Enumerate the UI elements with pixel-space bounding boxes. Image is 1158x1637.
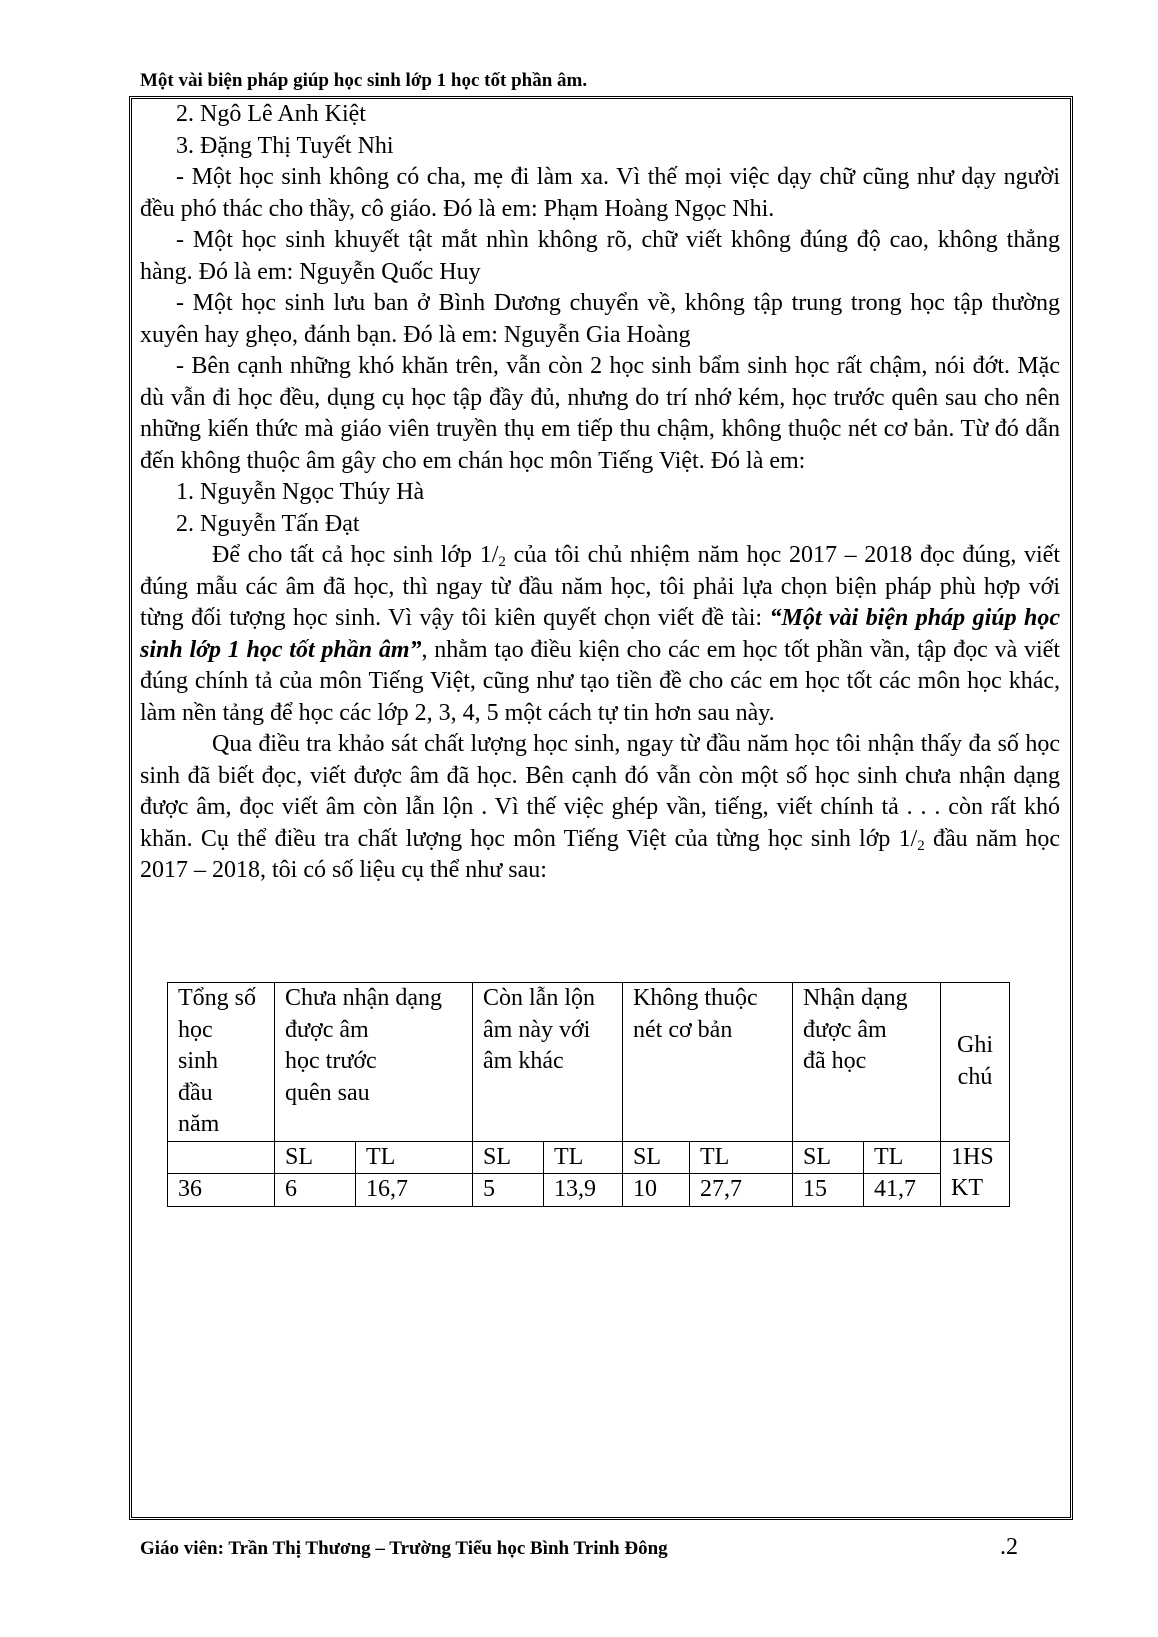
page-header: Một vài biện pháp giúp học sinh lớp 1 học tốt phần âm.: [140, 70, 588, 91]
paragraph: - Bên cạnh những khó khăn trên, vẫn còn 2 học sinh bẩm sinh học rất chậm, nói đớt. Mặc dù vẫn đi học đều, dụng cụ học tập đầy đủ, nhưng do trí nhớ kém, học trước quên sau cho nên những kiến thức mà giáo viên truyền thụ em tiếp thu chậm, không thuộc nét cơ bản. Từ đó dẫn đến không thuộc âm gây cho em chán học môn Tiếng Việt. Đó là em:: [140, 353, 1060, 474]
document-body: [140, 99, 1060, 887]
table-cell: TL: [864, 1141, 941, 1174]
text-run: , nhằm tạo điều kiện cho các em học tốt phần vần, tập đọc và viết đúng chính tả của môn Tiếng Việt, cũng như tạo tiền đề cho các em học tốt các môn học khác, làm nền tảng để học các lớp 2, 3, 4, 5 một cách tự tin hơn sau này.: [140, 636, 1060, 726]
list-item: 2. Nguyễn Tấn Đạt: [176, 510, 360, 537]
paragraph: - Một học sinh khuyết tật mắt nhìn không rõ, chữ viết không đúng độ cao, không thẳng hàng. Đó là em: Nguyễn Quốc Huy: [140, 227, 1060, 285]
subscript: 2: [917, 837, 925, 854]
table-cell: SL: [623, 1141, 690, 1174]
table-cell: SL: [275, 1141, 356, 1174]
table-cell-note: 1HS KT: [941, 1141, 1010, 1206]
table-row: [168, 1174, 1010, 1207]
header-cell-note: Ghi chú: [941, 983, 1010, 1142]
table-cell: 36: [168, 1174, 275, 1207]
list-item: 1. Nguyễn Ngọc Thúy Hà: [176, 479, 425, 505]
table-cell: 10: [623, 1174, 690, 1207]
table-cell: TL: [690, 1141, 793, 1174]
topic-title: “Một vài biện pháp giúp học sinh lớp 1 học tốt phần âm”: [140, 605, 1061, 663]
text-run: của tôi chủ nhiệm năm học 2017 – 2018 đọc đúng, viết đúng mẫu các âm đã học, thì ngay từ đầu năm học, tôi phải lựa chọn biện pháp phù hợp với từng đối tượng học sinh. Vì vậy tôi kiên quyết chọn viết đề tài:: [140, 542, 1060, 631]
table-cell: [168, 1141, 275, 1174]
header-cell-confused: Còn lẫn lộn âm này với âm khác: [473, 983, 623, 1142]
table-cell: SL: [473, 1141, 544, 1174]
table-header-row: [168, 983, 1010, 1142]
list-item: 2. Ngô Lê Anh Kiệt: [176, 101, 366, 127]
paragraph: [140, 729, 1060, 887]
header-cell-unrecognized: Chưa nhận dạng được âm học trước quên sau: [275, 983, 473, 1142]
table-cell: TL: [356, 1141, 473, 1174]
text-run: Để cho tất cả học sinh lớp 1/: [212, 542, 499, 568]
table-cell: 6: [275, 1174, 356, 1207]
table-cell: 13,9: [544, 1174, 623, 1207]
subscript: 2: [498, 554, 506, 570]
header-cell-no-basic-strokes: Không thuộc nét cơ bản: [623, 983, 793, 1142]
table-cell: 41,7: [864, 1174, 941, 1207]
page-footer: Giáo viên: Trần Thị Thương – Trường Tiểu học Bình Trinh Đông: [140, 1538, 668, 1559]
paragraph: - Một học sinh lưu ban ở Bình Dương chuyển về, không tập trung trong học tập thường xuyên hay ghẹo, đánh bạn. Đó là em: Nguyễn Gia Hoàng: [140, 290, 1060, 348]
table-cell: 5: [473, 1174, 544, 1207]
paragraph: - Một học sinh không có cha, mẹ đi làm xa. Vì thế mọi việc dạy chữ cũng như dạy người đều phó thác cho thầy, cô giáo. Đó là em: Phạm Hoàng Ngọc Nhi.: [140, 164, 1060, 222]
page-number: .2: [1000, 1534, 1018, 1560]
table-cell: 27,7: [690, 1174, 793, 1207]
table-cell: TL: [544, 1141, 623, 1174]
header-cell-total: Tổng số học sinh đầu năm: [168, 983, 275, 1142]
list-item: 3. Đặng Thị Tuyết Nhi: [176, 132, 394, 159]
paragraph: [140, 540, 1060, 729]
table-cell: 15: [793, 1174, 864, 1207]
table-cell: SL: [793, 1141, 864, 1174]
text-run: đầu năm học 2017 – 2018, tôi có số liệu cụ thể như sau:: [140, 825, 1061, 883]
table-subheader-row: [168, 1141, 1010, 1174]
survey-table: [167, 982, 1010, 1207]
text-run: Qua điều tra khảo sát chất lượng học sinh, ngay từ đầu năm học tôi nhận thấy đa số học sinh đã biết đọc, viết được âm đã học. Bên cạnh đó vẫn còn một số học sinh chưa nhận dạng được âm, đọc viết âm còn lẫn lộn . Vì thế việc ghép vần, tiếng, viết chính tả . . . còn rất khó khăn. Cụ thể điều tra chất lượng học môn Tiếng Việt của từng học sinh lớp 1/: [140, 731, 1060, 852]
table-cell: 16,7: [356, 1174, 473, 1207]
header-cell-recognized: Nhận dạng được âm đã học: [793, 983, 941, 1142]
